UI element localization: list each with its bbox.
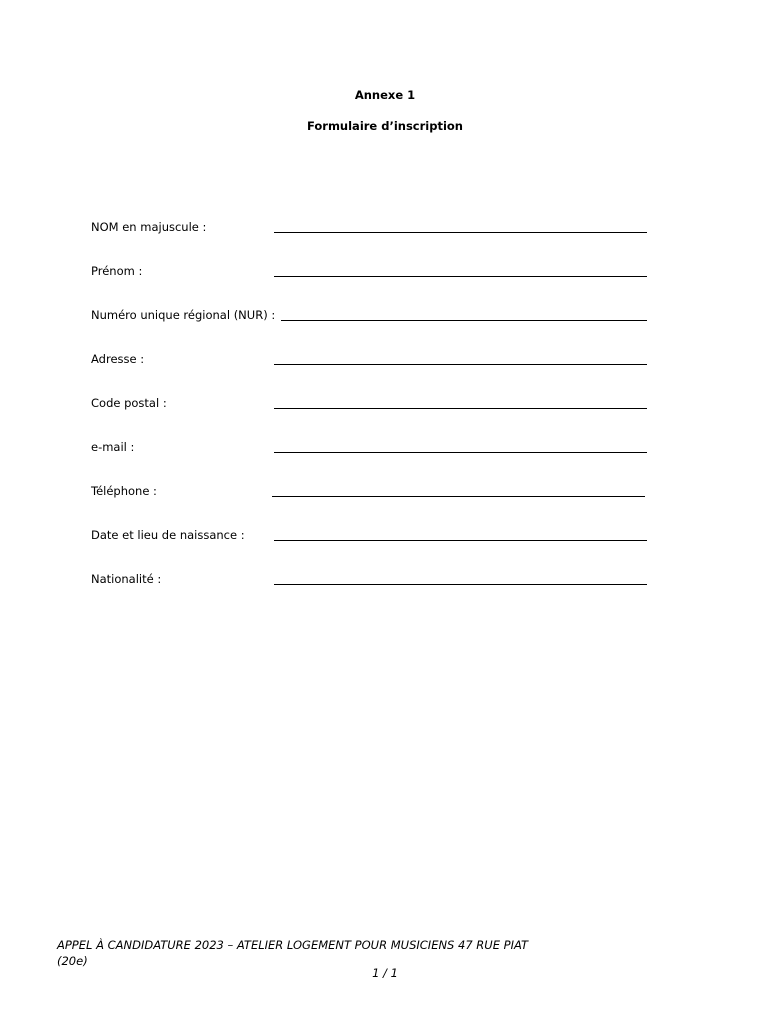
field-row-adresse [91,352,647,372]
field-label-code-postal: Code postal : [91,396,167,410]
field-row-nur [91,308,647,328]
field-line-email[interactable] [274,452,647,453]
field-label-nationalite: Nationalité : [91,572,162,586]
footer-text: APPEL À CANDIDATURE 2023 – ATELIER LOGEMENT POUR MUSICIENS 47 RUE PIAT (20e) [57,938,529,968]
document-title: Annexe 1 [354,88,416,102]
field-row-prenom [91,264,647,284]
field-row-nationalite [91,572,647,592]
field-line-naissance[interactable] [274,540,647,541]
field-row-naissance [91,528,647,548]
field-line-nur[interactable] [281,320,647,321]
field-line-code-postal[interactable] [274,408,647,409]
field-row-email [91,440,647,460]
field-label-email: e-mail : [91,440,135,454]
field-label-nur: Numéro unique régional (NUR) : [91,308,276,322]
field-label-nom: NOM en majuscule : [91,220,207,234]
document-subtitle: Formulaire d’inscription [306,119,463,133]
field-label-prenom: Prénom : [91,264,143,278]
field-line-adresse[interactable] [274,364,647,365]
field-line-nom[interactable] [274,232,647,233]
field-label-adresse: Adresse : [91,352,145,366]
field-label-naissance: Date et lieu de naissance : [91,528,245,542]
field-line-telephone[interactable] [272,496,645,497]
field-row-code-postal [91,396,647,416]
page-number: 1 / 1 [372,966,398,980]
field-line-prenom[interactable] [274,276,647,277]
field-label-telephone: Téléphone : [91,484,157,498]
field-line-nationalite[interactable] [274,584,647,585]
field-row-nom [91,220,647,240]
field-row-telephone [91,484,647,504]
